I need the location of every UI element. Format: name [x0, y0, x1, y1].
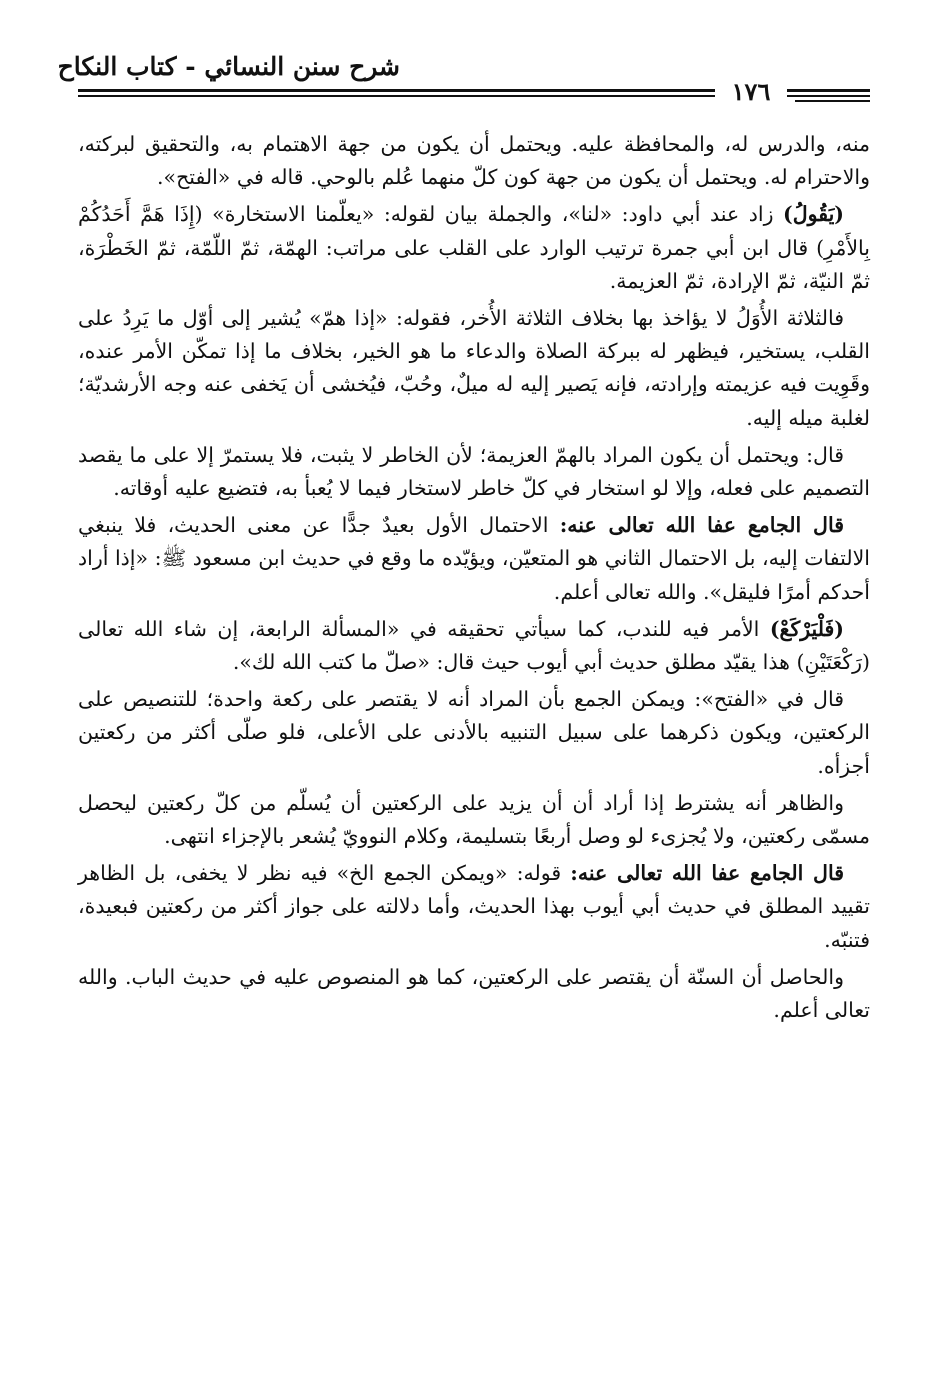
paragraph: [78, 439, 870, 505]
paragraph-text: قال في «الفتح»: ويمكن الجمع بأن المراد أنه لا يقتصر على ركعة واحدة؛ للتنصيص على الركعتين، ويكون ذكرهما على سبيل التنبيه بالأدنى على الأعلى، فلو صلّى أكثر من ركعتين أجزأه.: [78, 687, 870, 778]
paragraph: [78, 683, 870, 783]
body-text: [78, 128, 870, 1031]
paragraph-text: والظاهر أنه يشترط إذا أراد أن أن يزيد على الركعتين أن يُسلّم من كلّ ركعتين ليحصل مسمّى ركعتين، ولا يُجزىء لو وصل أربعًا بتسليمة، وكلام النوويّ يُشعر بالإجزاء انتهى.: [78, 790, 870, 849]
header-rule-underline: [795, 100, 870, 102]
paragraph: [78, 961, 870, 1027]
paragraph: [78, 509, 870, 609]
running-title: شرح سنن النسائي - كتاب النكاح: [57, 52, 400, 81]
paragraph-lead: قال الجامع عفا الله تعالى عنه:: [559, 513, 844, 538]
paragraph-text: قال: ويحتمل أن يكون المراد بالهمّ العزيمة؛ لأن الخاطر لا يثبت، فلا يستمرّ إلا على ما يقصد التصميم على فعله، وإلا لو استخار في كلّ خاطر لاستخار فيما لا يُعبأ به، فتضيع عليه أوقاته.: [78, 442, 870, 501]
paragraph-text: الأمر فيه للندب، كما سيأتي تحقيقه في «المسألة الرابعة، إن شاء الله تعالى (رَكْعَتَيْنِ) هذا يقيّد مطلق حديث أبي أيوب حيث قال: «صلّ ما كتب الله لك».: [78, 616, 870, 675]
paragraph-text: فالثلاثة الأُوَلُ لا يؤاخذ بها بخلاف الثلاثة الأُخر، فقوله: «إذا همّ» يُشير إلى أوّل ما يَرِدُ على القلب، يستخير، فيظهر له ببركة الصلاة والدعاء ما هو الخير، بخلاف ما إذا تمكّن الأمر عنده، وقَوِيت فيه عزيمته وإرادته، فإنه يَصير إليه له ميلٌ، وحُبّ، فيُخشى أن يَخفى عنه وجه الأرشديّة؛ لغلبة ميله إليه.: [78, 306, 870, 430]
paragraph: [78, 613, 870, 679]
paragraph-text: منه، والدرس له، والمحافظة عليه. ويحتمل أن يكون من جهة الاهتمام به، والتحقيق لبركته، والاحترام له. ويحتمل أن يكون من جهة كون كلّ منهما عُلم بالوحي. قاله في «الفتح».: [78, 132, 870, 190]
paragraph-text: زاد عند أبي داود: «لنا»، والجملة بيان لقوله: «يعلّمنا الاستخارة» (إِذَا هَمَّ أَحَدُكُمْ بِالأَمْرِ) قال ابن أبي جمرة ترتيب الوارد على القلب على مراتب: الهمّة، ثمّ اللّمّة، ثمّ الخَطْرَة، ثمّ النيّة، ثمّ الإرادة، ثمّ العزيمة.: [78, 202, 870, 293]
paragraph-lead: (فَلْيَرْكَعْ): [769, 616, 844, 641]
paragraph: [78, 857, 870, 957]
paragraph: [78, 198, 870, 298]
paragraph: [78, 302, 870, 435]
page-number: ١٧٦: [715, 79, 787, 105]
paragraph-text: الاحتمال الأول بعيدٌ جدًّا عن معنى الحديث، فلا ينبغي الالتفات إليه، بل الاحتمال الثاني هو المتعيّن، ويؤيّده ما وقع في حديث ابن مسعود ﷺ: «إذا أراد أحدكم أمرًا فليقل». والله تعالى أعلم.: [78, 513, 870, 604]
paragraph-lead: قال الجامع عفا الله تعالى عنه:: [570, 861, 844, 886]
paragraph-lead: (يَقُولُ): [783, 202, 844, 227]
paragraph-text: والحاصل أن السنّة أن يقتصر على الركعتين، كما هو المنصوص عليه في حديث الباب. والله تعالى أعلم.: [78, 964, 870, 1023]
paragraph-text: قوله: «ويمكن الجمع الخ» فيه نظر لا يخفى، بل الظاهر تقييد المطلق في حديث أبي أيوب بهذا الحديث، وأما دلالته على جواز أكثر من ركعتين فبعيدة، فتنبّه.: [78, 861, 870, 952]
paragraph: [78, 128, 870, 194]
paragraph: [78, 787, 870, 853]
